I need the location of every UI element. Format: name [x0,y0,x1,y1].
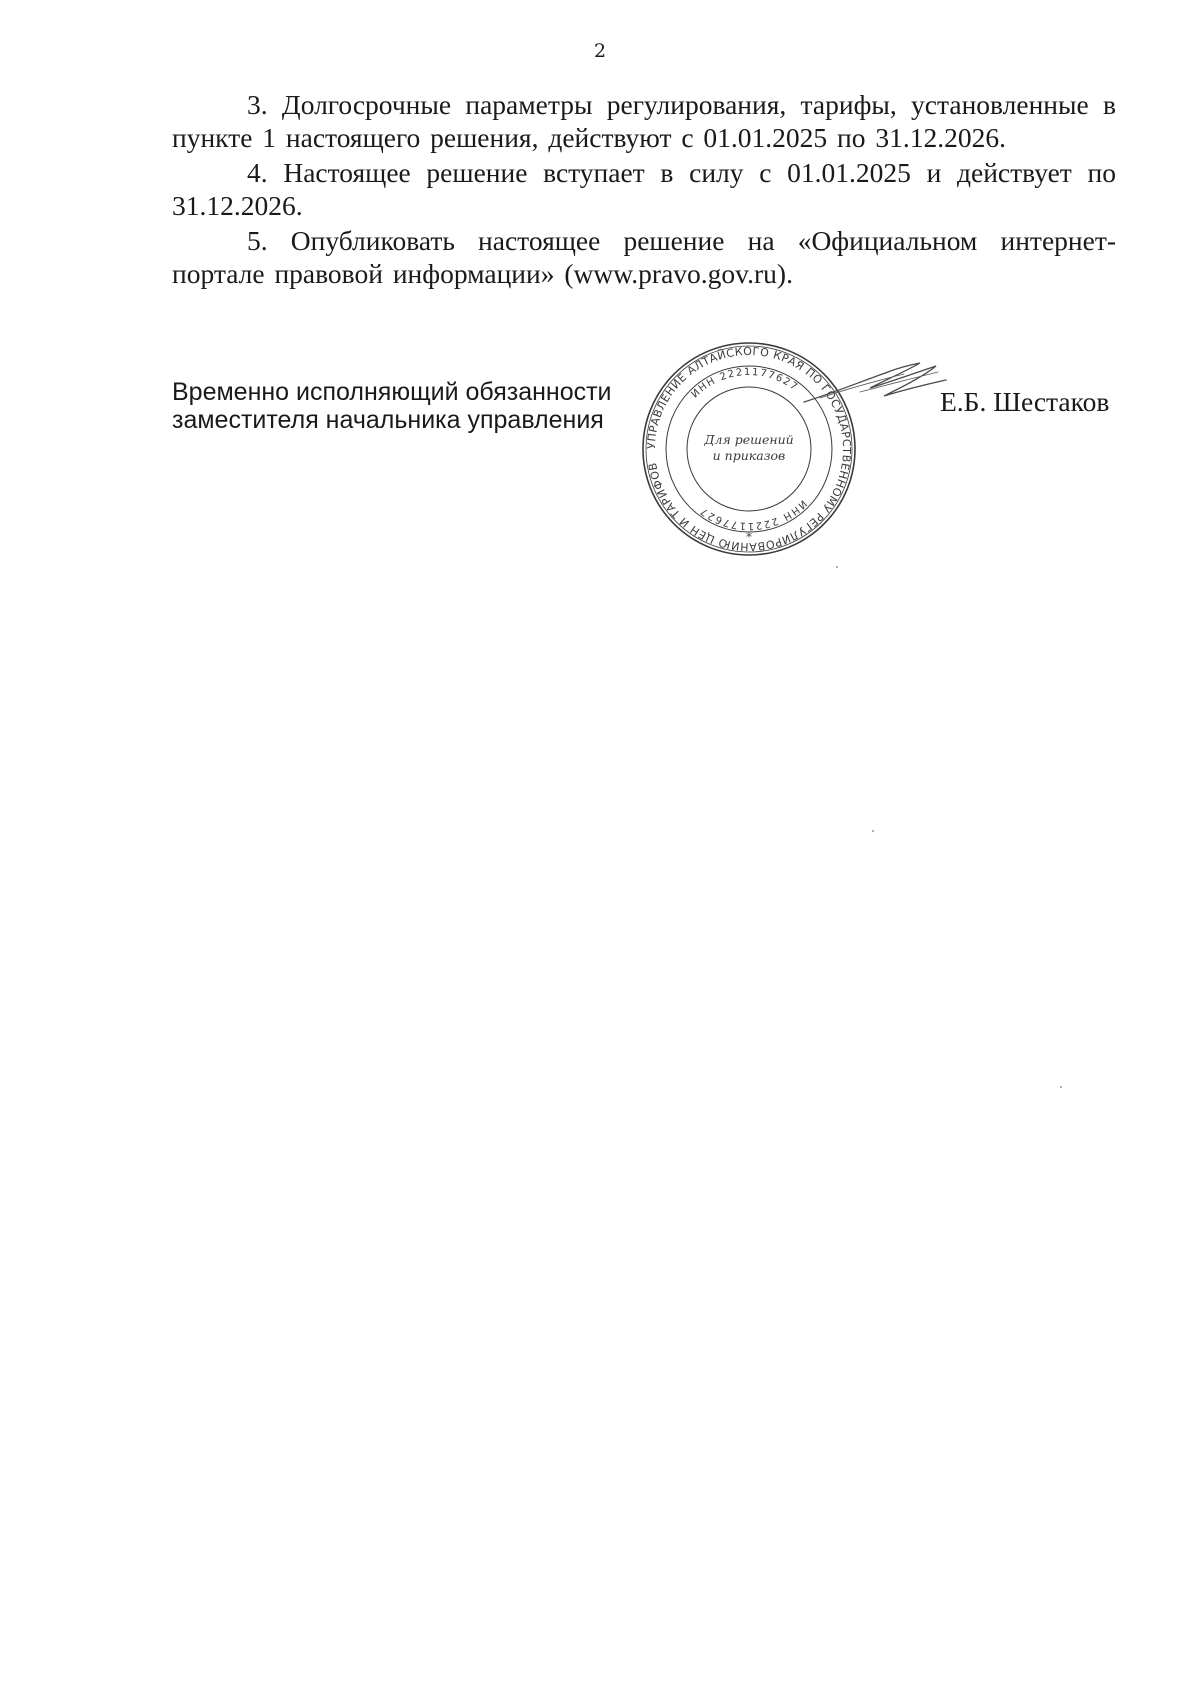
signatory-position-line-1: Временно исполняющий обязанности [172,378,612,406]
document-body [172,88,1116,292]
svg-text:ИНН 2221177627 [698,498,809,531]
signatory-name: Е.Б. Шестаков [940,386,1110,417]
scan-speck [872,830,874,832]
paragraph-5: 5. Опубликовать настоящее решение на «Официальном интернет-портале правовой информации» (www.pravo.gov.ru). [172,225,1116,289]
paragraph-3: 3. Долгосрочные параметры регулирования, тарифы, установленные в пункте 1 настоящего решения, действуют с 01.01.2025 по 31.12.2026. [172,89,1116,153]
seal-center-line-1: Для решений [704,432,794,447]
scan-speck [836,566,838,568]
signatory-position-line-2: заместителя начальника управления [172,406,604,434]
signatory-position [172,378,612,434]
seal-star-icon: * [746,530,752,544]
page-number: 2 [593,40,607,62]
seal-inn-text-2: ИНН 2221177627 [697,497,809,532]
svg-text:ИНН 2221177627 [689,367,800,400]
paragraph-4: 4. Настоящее решение вступает в силу с 01.01.2025 и действует по 31.12.2026. [172,157,1116,221]
scan-speck [1060,1086,1062,1088]
seal-inn-text-1: ИНН 2221177627 [689,366,801,401]
seal-outer-text: УПРАВЛЕНИЕ АЛТАЙСКОГО КРАЯ ПО ГОСУДАРСТВЕННОМУ РЕГУЛИРОВАНИЮ ЦЕН И ТАРИФОВ [644,344,854,554]
seal-center-line-2: и приказов [712,448,786,463]
handwritten-signature [800,358,950,418]
